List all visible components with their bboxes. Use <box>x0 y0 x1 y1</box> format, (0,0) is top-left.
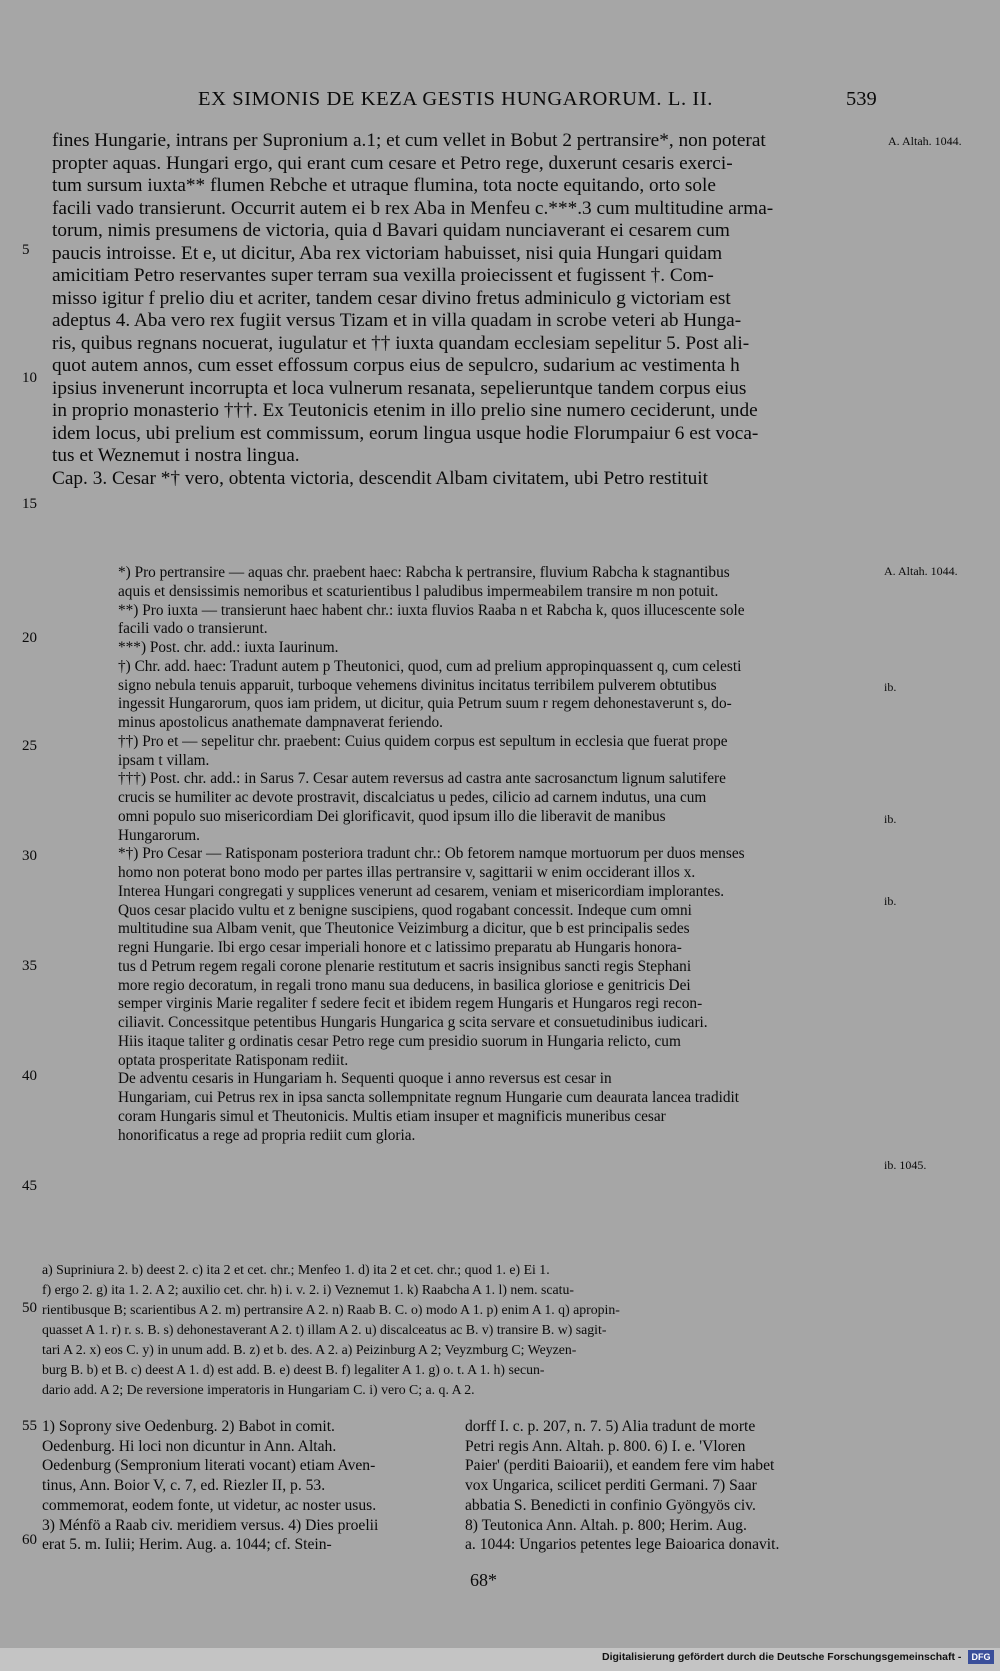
note-line: minus apostolicus anathemate dampnaverat feriendo. <box>118 714 443 731</box>
text-line: ipsius invenerunt incorrupta et loca vulnerum resanata, sepelieruntque tandem corpus eius <box>52 377 747 399</box>
margin-note: A. Altah. 1044. <box>888 134 962 148</box>
note-line: Hungarorum. <box>118 826 200 844</box>
footnote-line: erat 5. m. Iulii; Herim. Aug. a. 1044; cf. Stein- <box>42 1536 332 1554</box>
apparatus-line: f) ergo 2. g) ita 1. 2. A 2; auxilio cet. chr. h) i. v. 2. i) Veznemut 1. k) Raabcha A 1. l) nem. scatu- <box>42 1282 574 1297</box>
note-line: coram Hungaris simul et Theutonicis. Multis etiam insuper et magnificis muneribus cesar <box>118 1107 666 1125</box>
margin-note: ib. <box>884 894 897 908</box>
line-number: 50 <box>22 1300 37 1316</box>
text-line: tus et Weznemut i nostra lingua. <box>52 445 300 466</box>
footnote-line: Oedenburg (Sempronium literati vocant) etiam Aven- <box>42 1457 376 1475</box>
note-line: Quos cesar placido vultu et z benigne suscipiens, quod rogabant concessit. Indeque cum omni <box>118 901 692 919</box>
text-line: idem locus, ubi prelium est commissum, eorum lingua usque hodie Florumpaiur 6 est voca- <box>52 422 759 444</box>
note-line: crucis se humiliter ac devote prostravit, discalciatus u pedes, cilicio ad carnem indutus, una cum <box>118 789 707 806</box>
dfg-logo: DFG <box>968 1650 994 1664</box>
text-line: misso igitur f prelio diu et acriter, tandem cesar divino fretus adminiculo g victoriam est <box>52 287 731 309</box>
note-line: more regio decoratum, in regali trono manu sua deducens, in basilica gloriose e genitricis Dei <box>118 976 691 994</box>
text-line: in proprio monasterio †††. Ex Teutonicis etenim in illo prelio sine numero ceciderunt, unde <box>52 400 758 421</box>
note-line: De adventu cesaris in Hungariam h. Sequenti quoque i anno reversus est cesar in <box>118 1070 612 1088</box>
note-line: *†) Pro Cesar — Ratisponam posteriora tradunt chr.: Ob fetorem namque mortuorum per duos menses <box>118 845 745 863</box>
footnote-line: tinus, Ann. Boior V, c. 7, ed. Riezler II, p. 53. <box>42 1477 326 1495</box>
footnote-line: 8) Teutonica Ann. Altah. p. 800; Herim. Aug. <box>465 1516 747 1534</box>
margin-note: ib. 1045. <box>884 1158 927 1172</box>
footnote-line: dorff I. c. p. 207, n. 7. 5) Alia tradunt de morte <box>465 1418 756 1435</box>
line-number: 45 <box>22 1178 37 1194</box>
text-line: facili vado transierunt. Occurrit autem ei b rex Aba in Menfeu c.***.3 cum multitudine arma- <box>52 197 774 219</box>
text-line: propter aquas. Hungari ergo, qui erant cum cesare et Petro rege, duxerunt cesaris exerci- <box>52 152 733 174</box>
footnote-line: Paier' (perditi Baioarii), et eandem fere vim habet <box>465 1457 775 1475</box>
line-number: 60 <box>22 1532 37 1548</box>
text-line: paucis introisse. Et e, ut dicitur, Aba rex victoriam habuisset, nisi quia Hungari quidam <box>52 242 723 264</box>
credit-text: Digitalisierung gefördert durch die Deutsche Forschungsgemeinschaft - <box>602 1651 962 1663</box>
text-line: quot autem annos, cum esset effossum corpus eius de sepulcro, sudarium ac vestimenta h <box>52 355 740 376</box>
note-line: Hiis itaque taliter g ordinatis cesar Petro rege cum presidio suorum in Hungaria relicto, cum <box>118 1032 681 1050</box>
note-line: Interea Hungari congregati y supplices venerunt ad cesarem, veniam et misericordiam implorantes. <box>118 882 725 900</box>
note-line: regni Hungarie. Ibi ergo cesar imperiali honore et c latissimo preparatu ab Hungaris honora- <box>118 939 682 956</box>
note-line: semper virginis Marie regaliter f sedere fecit et ibidem regem Hungaris et Hungaros regi recon- <box>118 995 703 1013</box>
footnote-line: abbatia S. Benedicti in confinio Gyöngyös civ. <box>465 1496 756 1514</box>
text-line: Cap. 3. Cesar *† vero, obtenta victoria, descendit Albam civitatem, ubi Petro restituit <box>52 467 708 489</box>
line-number: 5 <box>22 242 30 258</box>
text-line: torum, nimis presumens de victoria, quia d Bavari quidam nunciaverant ei cesarem cum <box>52 220 730 241</box>
note-line: multitudine sua Albam venit, que Theutonice Veizimburg a dicitur, que b est principalis sedes <box>118 920 690 938</box>
page-number: 539 <box>846 88 877 110</box>
note-line: ciliavit. Concessitque petentibus Hungaris Hungarica g scita servare et consuetudinibus iudicari. <box>118 1014 708 1031</box>
apparatus-line: quasset A 1. r) r. s. B. s) dehonestaverant A 2. t) illam A 2. u) discalceatus ac B. v) transire B. w) sagit- <box>42 1322 607 1337</box>
line-number: 55 <box>22 1418 37 1434</box>
line-number: 15 <box>22 496 37 512</box>
footnote-line: a. 1044: Ungarios petentes lege Baioarica donavit. <box>465 1536 780 1554</box>
note-line: †††) Post. chr. add.: in Sarus 7. Cesar autem reversus ad castra ante sacrosanctum lignum salutifere <box>118 770 726 788</box>
footnote-line: 3) Ménfö a Raab civ. meridiem versus. 4) Dies proelii <box>42 1516 379 1534</box>
text-line: adeptus 4. Aba vero rex fugiit versus Tizam et in villa quadam in scrobe veteri ab Hunga- <box>52 310 742 331</box>
apparatus-line: rientibusque B; scarientibus A 2. m) pertransire A 2. n) Raab B. C. o) modo A 1. p) enim A 1. q) apropin- <box>42 1302 620 1317</box>
text-line: amicitiam Petro reservantes super terram sua vexilla proiecissent et fugissent †. Com- <box>52 265 714 286</box>
note-line: ingessit Hungarorum, quos iam pridem, ut dicitur, quia Petrum suum r regem dehonestaverunt s, do- <box>118 695 732 713</box>
footnote-line: vox Ungarica, scilicet perditi Germani. 7) Saar <box>465 1477 757 1495</box>
note-line: honorificatus a rege ad propria rediit cum gloria. <box>118 1126 416 1144</box>
note-line: *) Pro pertransire — aquas chr. praebent haec: Rabcha k pertransire, fluvium Rabcha k stagnantibus <box>118 564 730 581</box>
text-line: fines Hungarie, intrans per Supronium a.1; et cum vellet in Bobut 2 pertransire*, non poterat <box>52 130 766 151</box>
note-line: Hungariam, cui Petrus rex in ipsa sancta sollempnitate regnum Hungarie cum deaurata lancea tradidit <box>118 1089 740 1106</box>
note-line: signo nebula tenuis apparuit, turboque vehemens divinitus incitatus terribilem pulverem obtutibus <box>118 676 717 694</box>
note-line: optata prosperitate Ratisponam rediit. <box>118 1051 349 1069</box>
note-line: ipsam t villam. <box>118 751 210 769</box>
line-number: 20 <box>22 630 37 646</box>
note-line: ††) Pro et — sepelitur chr. praebent: Cuius quidem corpus est sepultum in ecclesia que fuerat prope <box>118 732 728 750</box>
margin-note: A. Altah. 1044. <box>884 564 958 578</box>
text-line: ris, quibus regnans nocuerat, iugulatur et †† iuxta quandam ecclesiam sepelitur 5. Post ali- <box>52 332 750 354</box>
signature-mark: 68* <box>470 1570 497 1590</box>
note-line: omni populo suo misericordiam Dei glorificavit, quod ipsum illo die liberavit de manibus <box>118 807 666 825</box>
line-number: 30 <box>22 848 37 864</box>
line-number: 25 <box>22 738 37 754</box>
margin-note: ib. <box>884 680 897 694</box>
note-line: tus d Petrum regem regali corone plenarie restitutum et sacris insignibus sancti regis Stephani <box>118 957 692 975</box>
footnote-line: Petri regis Ann. Altah. p. 800. 6) I. e. 'Vloren <box>465 1437 746 1455</box>
apparatus-line: tari A 2. x) eos C. y) in unum add. B. z) et b. des. A 2. a) Peizinburg A 2; Veyzmburg C; Weyzen- <box>42 1342 577 1357</box>
footnote-line: Oedenburg. Hi loci non dicuntur in Ann. Altah. <box>42 1437 337 1455</box>
margin-note: ib. <box>884 812 897 826</box>
apparatus-line: dario add. A 2; De reversione imperatoris in Hungariam C. i) vero C; a. q. A 2. <box>42 1382 475 1397</box>
note-line: **) Pro iuxta — transierunt haec habent chr.: iuxta fluvios Raaba n et Rabcha k, quos illucescente sole <box>118 601 745 619</box>
running-title: EX SIMONIS DE KEZA GESTIS HUNGARORUM. L. II. <box>198 88 713 110</box>
line-number: 40 <box>22 1068 37 1084</box>
text-line: tum sursum iuxta** flumen Rebche et utraque flumina, tota nocte equitando, orto sole <box>52 175 716 196</box>
line-number: 10 <box>22 370 37 386</box>
footnote-line: commemorat, eodem fonte, ut videtur, ac noster usus. <box>42 1496 377 1514</box>
apparatus-line: burg B. b) et B. c) deest A 1. d) est add. B. e) deest B. f) legaliter A 1. g) o. t. A 1. h) secun- <box>42 1362 545 1377</box>
note-line: homo non poterat bono modo per partes illas pertransire v, sagittarii w enim occiderant illos x. <box>118 864 696 881</box>
footnote-line: 1) Soprony sive Oedenburg. 2) Babot in comit. <box>42 1418 335 1435</box>
note-line: aquis et densissimis nemoribus et scaturientibus l paludibus impermeabilem transire m non potuit. <box>118 582 719 600</box>
note-line: ***) Post. chr. add.: iuxta Iaurinum. <box>118 639 339 656</box>
apparatus-line: a) Supriniura 2. b) deest 2. c) ita 2 et cet. chr.; Menfeo 1. d) ita 2 et cet. chr.; quod 1. e) Ei 1. <box>42 1262 550 1277</box>
note-line: †) Chr. add. haec: Tradunt autem p Theutonici, quod, cum ad prelium appropinquassent q, cum celesti <box>118 657 742 675</box>
note-line: facili vado o transierunt. <box>118 620 268 638</box>
line-number: 35 <box>22 958 37 974</box>
